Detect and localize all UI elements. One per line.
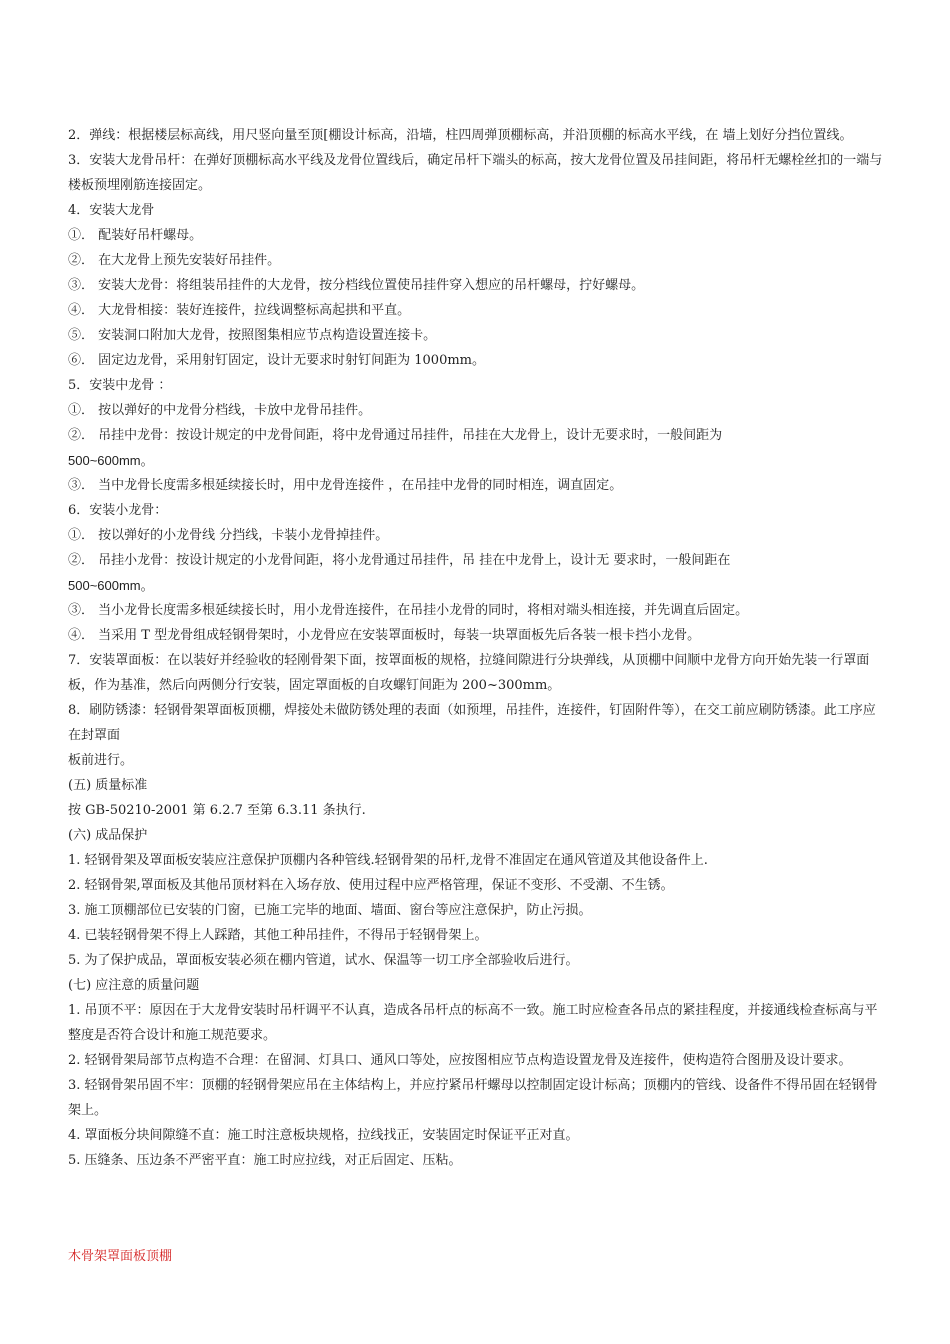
list-item-continuation: 500~600mm。 xyxy=(68,578,154,593)
list-item: ②． 吊挂小龙骨：按设计规定的小龙骨间距，将小龙骨通过吊挂件，吊 挂在中龙骨上，设计无 要求时，一般间距在 xyxy=(68,553,731,568)
document-body xyxy=(68,123,884,1173)
paragraph: 按 GB-50210-2001 第 6.2.7 至第 6.3.11 条执行. xyxy=(68,803,366,818)
paragraph: 5. 压缝条、压边条不严密平直：施工时应拉线，对正后固定、压粘。 xyxy=(68,1153,462,1168)
paragraph: 1. 吊顶不平：原因在于大龙骨安装时吊杆调平不认真，造成各吊杆点的标高不一致。施工时应检查各吊点的紧挂程度，并接通线检查标高与平整度是否符合设计和施工规范要求。 xyxy=(68,1003,878,1043)
paragraph: 3. 施工顶棚部位已安装的门窗，已施工完毕的地面、墙面、窗台等应注意保护，防止污损。 xyxy=(68,903,592,918)
paragraph: 4. 罩面板分块间隙缝不直：施工时注意板块规格，拉线找正，安装固定时保证平正对直。 xyxy=(68,1128,579,1143)
list-item: ③． 当中龙骨长度需多根延续接长时，用中龙骨连接件 ，在吊挂中龙骨的同时相连，调直固定。 xyxy=(68,478,623,493)
paragraph: 8．刷防锈漆：轻钢骨架罩面板顶棚，焊接处未做防锈处理的表面（如预埋，吊挂件，连接件，钉固附件等），在交工前应刷防锈漆。此工序应在封罩面 xyxy=(68,703,876,743)
list-item: ①． 配装好吊杆螺母。 xyxy=(68,228,203,243)
paragraph: 2. 轻钢骨架局部节点构造不合理：在留洞、灯具口、通风口等处，应按图相应节点构造设置龙骨及连接件，使构造符合图册及设计要求。 xyxy=(68,1053,852,1068)
section-heading: (六) 成品保护 xyxy=(68,828,148,843)
next-section-title: 木骨架罩面板顶棚 xyxy=(68,1249,173,1264)
paragraph: 4．安装大龙骨 xyxy=(68,203,155,218)
paragraph: 5. 为了保护成品，罩面板安装必须在棚内管道，试水、保温等一切工序全部验收后进行。 xyxy=(68,953,579,968)
paragraph: 2. 轻钢骨架,罩面板及其他吊顶材料在入场存放、使用过程中应严格管理，保证不变形、不受潮、不生锈。 xyxy=(68,878,674,893)
paragraph: 6．安装小龙骨： xyxy=(68,503,168,518)
list-item-continuation: 500~600mm。 xyxy=(68,453,154,468)
paragraph: 7．安装罩面板：在以装好并经验收的轻刚骨架下面，按罩面板的规格，拉缝间隙进行分块弹线，从顶棚中间顺中龙骨方向开始先装一行罩面板，作为基准，然后向两侧分行安装，固定罩面板的自攻螺钉间距为 200~300mm。 xyxy=(68,653,870,693)
list-item: ①． 按以弹好的小龙骨线 分挡线，卡装小龙骨掉挂件。 xyxy=(68,528,389,543)
list-item: ③． 当小龙骨长度需多根延续接长时，用小龙骨连接件，在吊挂小龙骨的同时，将相对端头相连接，并先调直后固定。 xyxy=(68,603,749,618)
list-item: ③． 安装大龙骨：将组装吊挂件的大龙骨，按分档线位置使吊挂件穿入想应的吊杆螺母，拧好螺母。 xyxy=(68,278,645,293)
list-item: ⑥． 固定边龙骨，采用射钉固定，设计无要求时射钉间距为 1000mm。 xyxy=(68,353,486,368)
list-item: ⑤． 安装洞口附加大龙骨，按照图集相应节点构造设置连接卡。 xyxy=(68,328,437,343)
paragraph: 3. 轻钢骨架吊固不牢：顶棚的轻钢骨架应吊在主体结构上，并应拧紧吊杆螺母以控制固定设计标高；顶棚内的管线、设备件不得吊固在轻钢骨架上。 xyxy=(68,1078,878,1118)
section-heading: (五) 质量标准 xyxy=(68,778,148,793)
paragraph: 2．弹线：根据楼层标高线，用尺竖向量至顶[棚设计标高，沿墙，柱四周弹顶棚标高，并沿顶棚的标高水平线，在 墙上划好分挡位置线。 xyxy=(68,128,853,143)
list-item: ④． 当采用 T 型龙骨组成轻钢骨架时，小龙骨应在安装罩面板时，每装一块罩面板先后各装一根卡挡小龙骨。 xyxy=(68,628,701,643)
paragraph: 4. 已装轻钢骨架不得上人踩踏，其他工种吊挂件，不得吊于轻钢骨架上。 xyxy=(68,928,488,943)
paragraph: 3．安装大龙骨吊杆：在弹好顶棚标高水平线及龙骨位置线后，确定吊杆下端头的标高，按大龙骨位置及吊挂间距，将吊杆无螺栓丝扣的一端与楼板预埋刚筋连接固定。 xyxy=(68,153,883,193)
list-item: ①． 按以弹好的中龙骨分档线，卡放中龙骨吊挂件。 xyxy=(68,403,372,418)
list-item: ②． 在大龙骨上预先安装好吊挂件。 xyxy=(68,253,281,268)
paragraph: 板前进行。 xyxy=(68,753,134,768)
list-item: ②． 吊挂中龙骨：按设计规定的中龙骨间距，将中龙骨通过吊挂件，吊挂在大龙骨上，设计无要求时，一般间距为 xyxy=(68,428,723,443)
list-item: ④． 大龙骨相接：装好连接件，拉线调整标高起拱和平直。 xyxy=(68,303,411,318)
paragraph: 1. 轻钢骨架及罩面板安装应注意保护顶棚内各种管线.轻钢骨架的吊杆,龙骨不准固定在通风管道及其他设备件上. xyxy=(68,853,708,868)
section-heading: (七) 应注意的质量问题 xyxy=(68,978,200,993)
paragraph: 5．安装中龙骨 ： xyxy=(68,378,172,393)
